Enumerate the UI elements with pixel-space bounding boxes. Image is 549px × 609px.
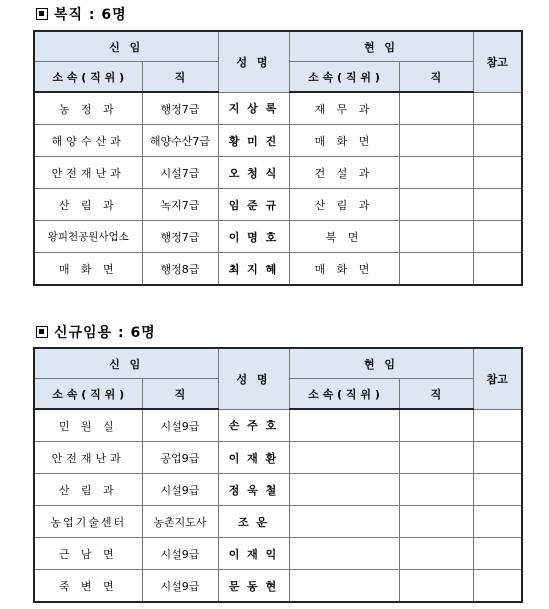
current-rank-cell bbox=[399, 157, 473, 189]
new-affiliation-cell: 매 화 면 bbox=[34, 253, 142, 286]
header-current-rank: 직 bbox=[399, 379, 473, 410]
new-affiliation-cell: 근 남 면 bbox=[34, 538, 142, 570]
header-new-post: 신 임 bbox=[34, 31, 218, 62]
current-rank-cell bbox=[399, 474, 473, 506]
current-rank-cell bbox=[399, 253, 473, 286]
name-cell: 문 동 현 bbox=[218, 570, 289, 603]
new-affiliation-cell: 죽 변 면 bbox=[34, 570, 142, 603]
header-current-post: 현 임 bbox=[289, 348, 473, 379]
header-new-rank: 직 bbox=[142, 62, 218, 93]
new-rank-cell: 시설9급 bbox=[142, 538, 218, 570]
header-new-affiliation: 소 속 ( 직 위 ) bbox=[34, 379, 142, 410]
current-affiliation-cell: 북 면 bbox=[289, 221, 399, 253]
reinstatement-table bbox=[33, 30, 523, 286]
new-affiliation-cell: 민 원 실 bbox=[34, 409, 142, 442]
section-title-text: 신규임용 : 6명 bbox=[54, 325, 156, 341]
current-rank-cell bbox=[399, 506, 473, 538]
note-cell bbox=[473, 538, 522, 570]
table-row bbox=[34, 409, 522, 442]
current-rank-cell bbox=[399, 442, 473, 474]
name-cell: 정 욱 철 bbox=[218, 474, 289, 506]
name-cell: 이 재 익 bbox=[218, 538, 289, 570]
header-current-post: 현 임 bbox=[289, 31, 473, 62]
note-cell bbox=[473, 157, 522, 189]
new-rank-cell: 농촌지도사 bbox=[142, 506, 218, 538]
table-row bbox=[34, 221, 522, 253]
table-row bbox=[34, 189, 522, 221]
note-cell bbox=[473, 221, 522, 253]
new-affiliation-cell: 산 림 과 bbox=[34, 189, 142, 221]
header-note: 참고 bbox=[473, 31, 522, 92]
current-affiliation-cell bbox=[289, 570, 399, 603]
name-cell: 황 미 진 bbox=[218, 125, 289, 157]
current-affiliation-cell bbox=[289, 442, 399, 474]
header-new-rank: 직 bbox=[142, 379, 218, 410]
new-rank-cell: 녹지7급 bbox=[142, 189, 218, 221]
new-affiliation-cell: 왕피천공원사업소 bbox=[34, 221, 142, 253]
new-affiliation-cell: 안전재난과 bbox=[34, 157, 142, 189]
current-affiliation-cell bbox=[289, 506, 399, 538]
header-current-affiliation: 소 속 ( 직 위 ) bbox=[289, 62, 399, 93]
note-cell bbox=[473, 253, 522, 286]
name-cell: 이 명 호 bbox=[218, 221, 289, 253]
table-row bbox=[34, 157, 522, 189]
new-hires-table bbox=[33, 347, 523, 603]
name-cell: 이 재 환 bbox=[218, 442, 289, 474]
note-cell bbox=[473, 570, 522, 603]
new-affiliation-cell: 농업기술센터 bbox=[34, 506, 142, 538]
header-new-post: 신 임 bbox=[34, 348, 218, 379]
current-rank-cell bbox=[399, 125, 473, 157]
note-cell bbox=[473, 125, 522, 157]
header-new-affiliation: 소 속 ( 직 위 ) bbox=[34, 62, 142, 93]
new-rank-cell: 행정7급 bbox=[142, 221, 218, 253]
current-rank-cell bbox=[399, 221, 473, 253]
note-cell bbox=[473, 474, 522, 506]
name-cell: 최 지 혜 bbox=[218, 253, 289, 286]
current-rank-cell bbox=[399, 570, 473, 603]
name-cell: 지 상 록 bbox=[218, 92, 289, 125]
note-cell bbox=[473, 506, 522, 538]
current-affiliation-cell bbox=[289, 538, 399, 570]
new-rank-cell: 시설9급 bbox=[142, 409, 218, 442]
note-cell bbox=[473, 189, 522, 221]
table-row bbox=[34, 442, 522, 474]
current-affiliation-cell: 산 림 과 bbox=[289, 189, 399, 221]
header-current-rank: 직 bbox=[399, 62, 473, 93]
current-rank-cell bbox=[399, 189, 473, 221]
current-affiliation-cell bbox=[289, 409, 399, 442]
name-cell: 오 청 식 bbox=[218, 157, 289, 189]
table-row bbox=[34, 92, 522, 125]
new-affiliation-cell: 안전재난과 bbox=[34, 442, 142, 474]
table-row bbox=[34, 570, 522, 603]
table-row bbox=[34, 538, 522, 570]
name-cell: 임 준 규 bbox=[218, 189, 289, 221]
new-rank-cell: 시설9급 bbox=[142, 570, 218, 603]
section-title-reinstatement bbox=[36, 4, 127, 24]
new-rank-cell: 행정8급 bbox=[142, 253, 218, 286]
new-affiliation-cell: 농 정 과 bbox=[34, 92, 142, 125]
table-row bbox=[34, 125, 522, 157]
header-name: 성 명 bbox=[218, 348, 289, 409]
header-name: 성 명 bbox=[218, 31, 289, 92]
note-cell bbox=[473, 442, 522, 474]
header-note: 참고 bbox=[473, 348, 522, 409]
new-rank-cell: 공업9급 bbox=[142, 442, 218, 474]
current-affiliation-cell: 매 화 면 bbox=[289, 125, 399, 157]
current-affiliation-cell: 재 무 과 bbox=[289, 92, 399, 125]
current-affiliation-cell bbox=[289, 474, 399, 506]
header-current-affiliation: 소 속 ( 직 위 ) bbox=[289, 379, 399, 410]
section-title-new-hires bbox=[36, 322, 156, 342]
name-cell: 손 주 호 bbox=[218, 409, 289, 442]
current-rank-cell bbox=[399, 92, 473, 125]
table-row bbox=[34, 253, 522, 286]
checkbox-square-icon bbox=[36, 326, 48, 338]
current-rank-cell bbox=[399, 538, 473, 570]
note-cell bbox=[473, 409, 522, 442]
current-affiliation-cell: 건 설 과 bbox=[289, 157, 399, 189]
new-affiliation-cell: 산 림 과 bbox=[34, 474, 142, 506]
new-affiliation-cell: 해양수산과 bbox=[34, 125, 142, 157]
name-cell: 조 운 bbox=[218, 506, 289, 538]
table-row bbox=[34, 474, 522, 506]
current-affiliation-cell: 매 화 면 bbox=[289, 253, 399, 286]
table-row bbox=[34, 506, 522, 538]
current-rank-cell bbox=[399, 409, 473, 442]
new-rank-cell: 시설7급 bbox=[142, 157, 218, 189]
section-title-text: 복직 : 6명 bbox=[54, 7, 127, 23]
new-rank-cell: 해양수산7급 bbox=[142, 125, 218, 157]
new-rank-cell: 시설9급 bbox=[142, 474, 218, 506]
checkbox-square-icon bbox=[36, 8, 48, 20]
new-rank-cell: 행정7급 bbox=[142, 92, 218, 125]
note-cell bbox=[473, 92, 522, 125]
